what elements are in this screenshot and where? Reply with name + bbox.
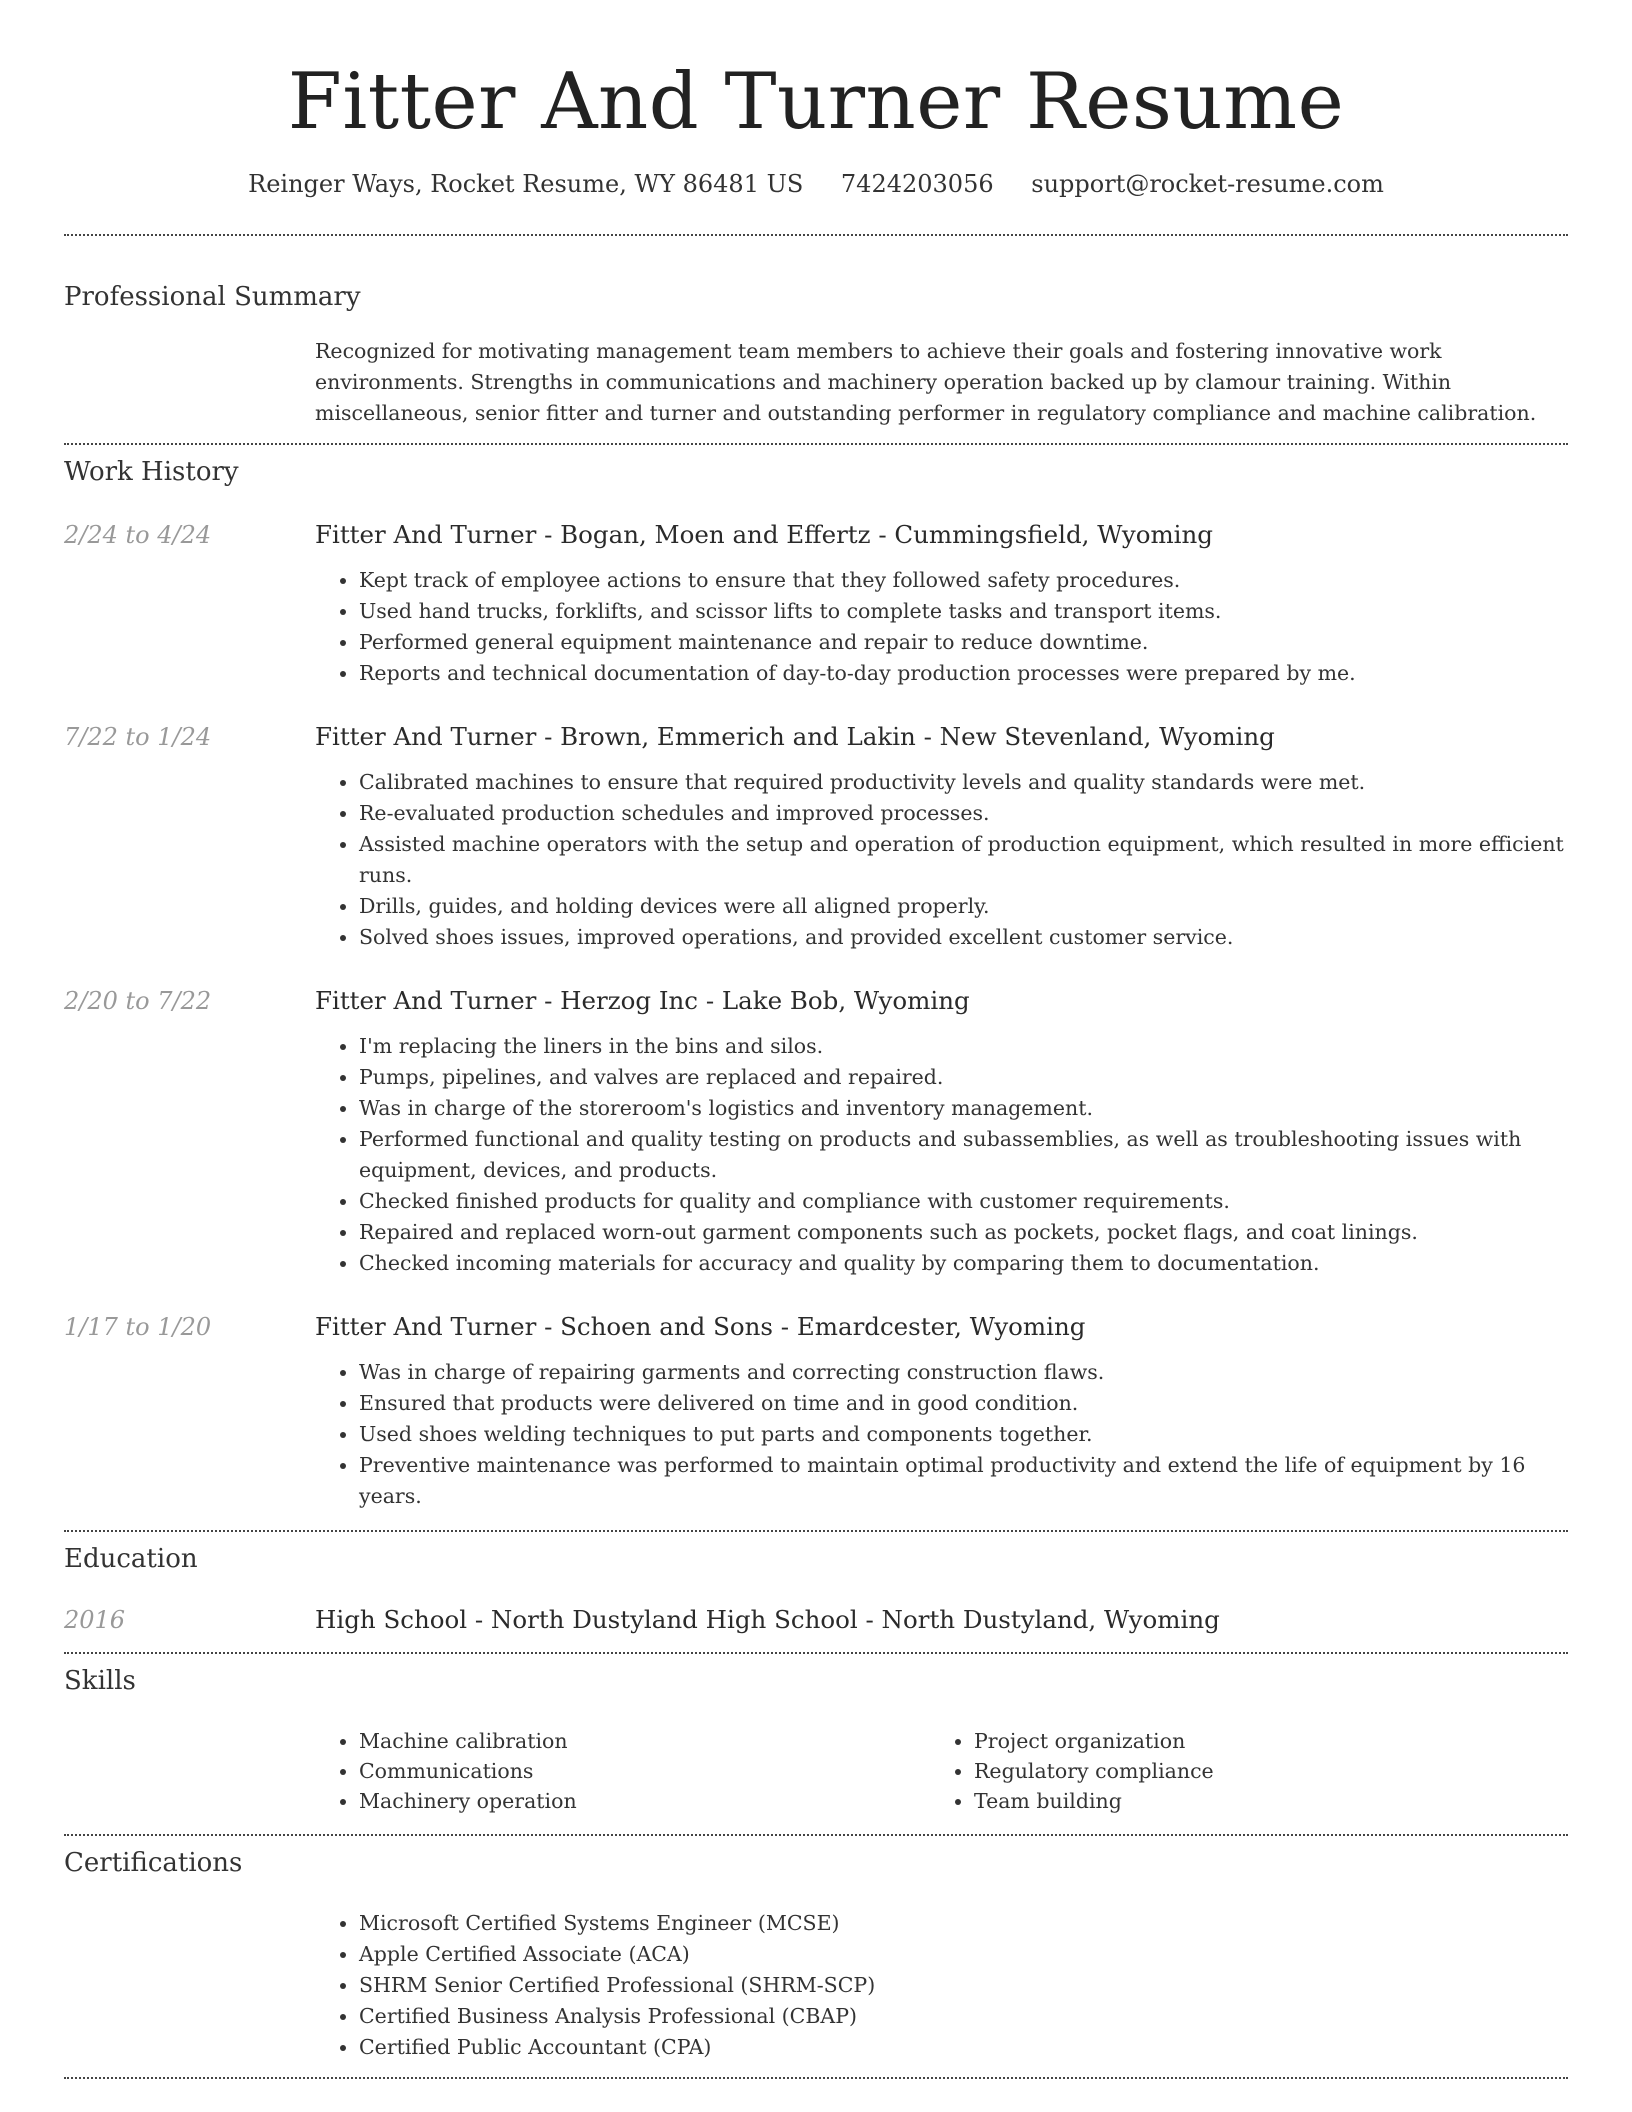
job-bullet: • Calibrated machines to ensure that required productivity levels and quality standards were met. — [359, 767, 1568, 798]
skill-item: • Project organization — [974, 1726, 1545, 1756]
certification-item: • Microsoft Certified Systems Engineer (MCSE) — [359, 1908, 1568, 1939]
work-history-list — [64, 519, 1568, 1512]
job-bullet: • Checked incoming materials for accuracy and quality by comparing them to documentation. — [359, 1248, 1568, 1279]
phone: 7424203056 — [840, 170, 994, 198]
skills-grid — [315, 1726, 1568, 1816]
job-entry — [64, 519, 1568, 689]
job-entry — [64, 985, 1568, 1279]
job-bullet: • Preventive maintenance was performed to maintain optimal productivity and extend the life of equipment by 16 years. — [359, 1450, 1568, 1512]
job-bullet: • Re-evaluated production schedules and improved processes. — [359, 798, 1568, 829]
certification-item: • SHRM Senior Certified Professional (SHRM-SCP) — [359, 1970, 1568, 2001]
work-history-heading: Work History — [64, 457, 239, 487]
summary-heading: Professional Summary — [64, 282, 361, 312]
certifications-heading: Certifications — [64, 1848, 243, 1878]
email[interactable]: support@rocket-resume.com — [1031, 170, 1384, 198]
job-entry — [64, 1311, 1568, 1512]
job-bullets — [315, 1031, 1568, 1279]
job-bullet: • Assisted machine operators with the setup and operation of production equipment, which resulted in more efficient runs. — [359, 829, 1568, 891]
divider — [64, 2077, 1568, 2079]
job-dates: 2/24 to 4/24 — [64, 521, 212, 549]
job-bullets — [315, 1357, 1568, 1512]
job-bullet: • Solved shoes issues, improved operations, and provided excellent customer service. — [359, 922, 1568, 953]
education-entry — [64, 1604, 1568, 1636]
contact-line — [64, 168, 1568, 200]
skill-item: • Team building — [974, 1786, 1545, 1816]
certification-item: • Apple Certified Associate (ACA) — [359, 1939, 1568, 1970]
job-bullet: • Reports and technical documentation of day-to-day production processes were prepared by me. — [359, 658, 1568, 689]
job-title: Fitter And Turner - Herzog Inc - Lake Bob, Wyoming — [315, 986, 970, 1015]
job-bullet: • Was in charge of the storeroom's logistics and inventory management. — [359, 1093, 1568, 1124]
skills-heading: Skills — [64, 1666, 136, 1696]
divider — [64, 1530, 1568, 1532]
skill-item: • Machinery operation — [359, 1786, 930, 1816]
job-bullet: • Ensured that products were delivered on time and in good condition. — [359, 1388, 1568, 1419]
job-title: Fitter And Turner - Brown, Emmerich and Lakin - New Stevenland, Wyoming — [315, 722, 1275, 751]
job-bullets — [315, 565, 1568, 689]
job-title: Fitter And Turner - Schoen and Sons - Emardcester, Wyoming — [315, 1312, 1086, 1341]
resume-title: Fitter And Turner Resume — [287, 57, 1345, 147]
job-bullet: • Performed general equipment maintenance and repair to reduce downtime. — [359, 627, 1568, 658]
certifications-list — [315, 1908, 1568, 2063]
education-heading: Education — [64, 1544, 198, 1574]
job-dates: 2/20 to 7/22 — [64, 987, 212, 1015]
skill-item: • Communications — [359, 1756, 930, 1786]
education-title: High School - North Dustyland High School - North Dustyland, Wyoming — [315, 1605, 1220, 1634]
job-bullet: • Performed functional and quality testing on products and subassemblies, as well as troubleshooting issues with equipment, devices, and products. — [359, 1124, 1568, 1186]
job-dates: 1/17 to 1/20 — [64, 1313, 212, 1341]
job-bullet: • Pumps, pipelines, and valves are replaced and repaired. — [359, 1062, 1568, 1093]
job-bullet: • Used shoes welding techniques to put parts and components together. — [359, 1419, 1568, 1450]
resume-page — [64, 0, 1568, 2079]
job-bullet: • Kept track of employee actions to ensure that they followed safety procedures. — [359, 565, 1568, 596]
job-bullet: • Repaired and replaced worn-out garment components such as pockets, pocket flags, and coat linings. — [359, 1217, 1568, 1248]
address: Reinger Ways, Rocket Resume, WY 86481 US — [248, 170, 804, 198]
divider — [64, 234, 1568, 236]
skills-column-right — [930, 1726, 1545, 1816]
job-bullet: • Was in charge of repairing garments and correcting construction flaws. — [359, 1357, 1568, 1388]
job-bullet: • Used hand trucks, forklifts, and scissor lifts to complete tasks and transport items. — [359, 596, 1568, 627]
job-bullet: • Drills, guides, and holding devices were all aligned properly. — [359, 891, 1568, 922]
job-entry — [64, 721, 1568, 953]
job-bullet: • Checked finished products for quality and compliance with customer requirements. — [359, 1186, 1568, 1217]
skill-item: • Regulatory compliance — [974, 1756, 1545, 1786]
job-dates: 7/22 to 1/24 — [64, 723, 212, 751]
summary-text: Recognized for motivating management team members to achieve their goals and fostering innovative work environments. Strengths in communications and machinery operation backed up by clamour training. Within miscellaneous, senior fitter and turner and outstanding performer in regulatory compliance and machine calibration. — [315, 339, 1537, 425]
skills-column-left — [315, 1726, 930, 1816]
certification-item: • Certified Public Accountant (CPA) — [359, 2032, 1568, 2063]
skill-item: • Machine calibration — [359, 1726, 930, 1756]
job-title: Fitter And Turner - Bogan, Moen and Effertz - Cummingsfield, Wyoming — [315, 520, 1213, 549]
divider — [64, 1834, 1568, 1836]
divider — [64, 1652, 1568, 1654]
divider — [64, 443, 1568, 445]
job-bullets — [315, 767, 1568, 953]
job-bullet: • I'm replacing the liners in the bins and silos. — [359, 1031, 1568, 1062]
education-year: 2016 — [64, 1606, 126, 1634]
certification-item: • Certified Business Analysis Professional (CBAP) — [359, 2001, 1568, 2032]
